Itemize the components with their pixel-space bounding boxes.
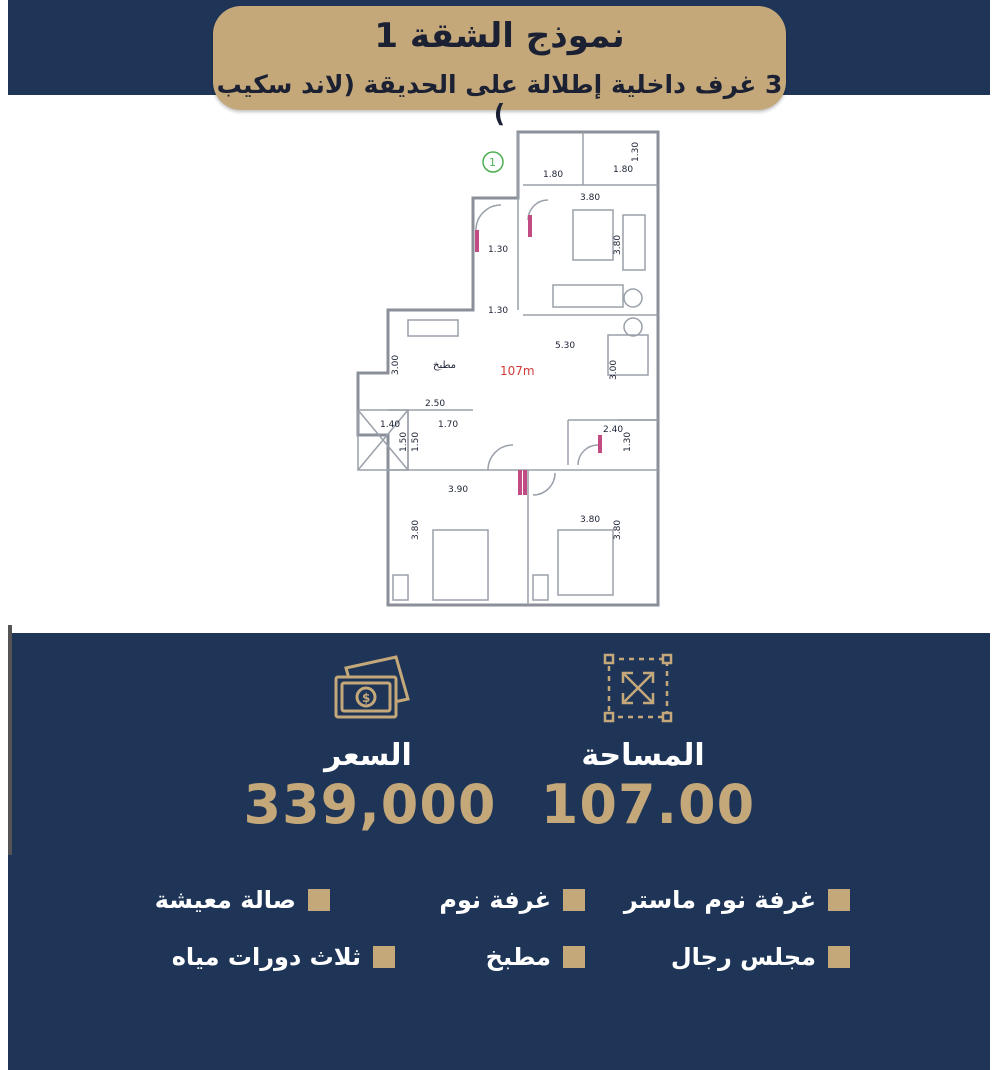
unit-badge-number: 1 [489, 156, 496, 169]
title-plate [213, 6, 786, 128]
price-value: 339,000 [243, 773, 497, 836]
feature-living-room: صالة معيشة [155, 886, 330, 914]
page-title: نموذج الشقة 1 [374, 16, 625, 56]
price-label: السعر [324, 738, 412, 773]
bullet-square [563, 889, 585, 911]
dim-label: 1.30 [488, 245, 509, 255]
feature-kitchen: مطبخ [486, 943, 585, 971]
area-expand-icon [603, 653, 673, 723]
dim-label: 3.80 [411, 519, 421, 540]
svg-text:$: $ [362, 691, 371, 705]
details-panel [8, 633, 990, 1070]
feature-master-bedroom: غرفة نوم ماستر [624, 886, 850, 914]
bullet-square [563, 946, 585, 968]
right-margin [990, 0, 1000, 1070]
bullet-square [828, 946, 850, 968]
dim-label: 2.40 [603, 425, 624, 435]
dim-label: 1.50 [411, 431, 421, 452]
feature-three-bathrooms: ثلاث دورات مياه [172, 943, 395, 971]
dim-label: 1.80 [613, 165, 634, 175]
page-subtitle: 3 غرف داخلية إطلالة على الحديقة (لاند سكيب ) [216, 70, 783, 128]
floorplan-area [8, 95, 990, 633]
dim-label: 3.90 [448, 485, 469, 495]
dim-label: 1.50 [399, 431, 409, 452]
dim-label: 3.80 [613, 519, 623, 540]
dim-label: 3.00 [609, 359, 619, 380]
dim-label: 3.00 [391, 354, 401, 375]
bullet-square [828, 889, 850, 911]
dim-label: 1.70 [438, 420, 459, 430]
area-value: 107.00 [540, 773, 756, 836]
feature-majlis: مجلس رجال [671, 943, 850, 971]
bullet-square [373, 946, 395, 968]
scroll-indicator[interactable] [8, 625, 12, 855]
dim-label: 1.40 [380, 420, 401, 430]
area-label: 107m [500, 364, 535, 378]
dim-label: 1.30 [631, 141, 641, 162]
dim-label: 5.30 [555, 341, 576, 351]
kitchen-label: مطبخ [433, 360, 457, 371]
money-icon [330, 653, 412, 723]
feature-bedroom: غرفة نوم [439, 886, 585, 914]
dim-label: 1.30 [623, 431, 633, 452]
dim-label: 1.30 [488, 306, 509, 316]
dim-label: 1.80 [543, 170, 564, 180]
dim-label: 3.80 [613, 234, 623, 255]
dim-label: 2.50 [425, 399, 446, 409]
dim-label: 3.80 [580, 193, 601, 203]
bullet-square [308, 889, 330, 911]
left-margin [0, 0, 8, 1070]
area-label: المساحة [581, 738, 705, 773]
dim-label: 3.80 [580, 515, 601, 525]
floorplan-drawing [348, 120, 668, 610]
